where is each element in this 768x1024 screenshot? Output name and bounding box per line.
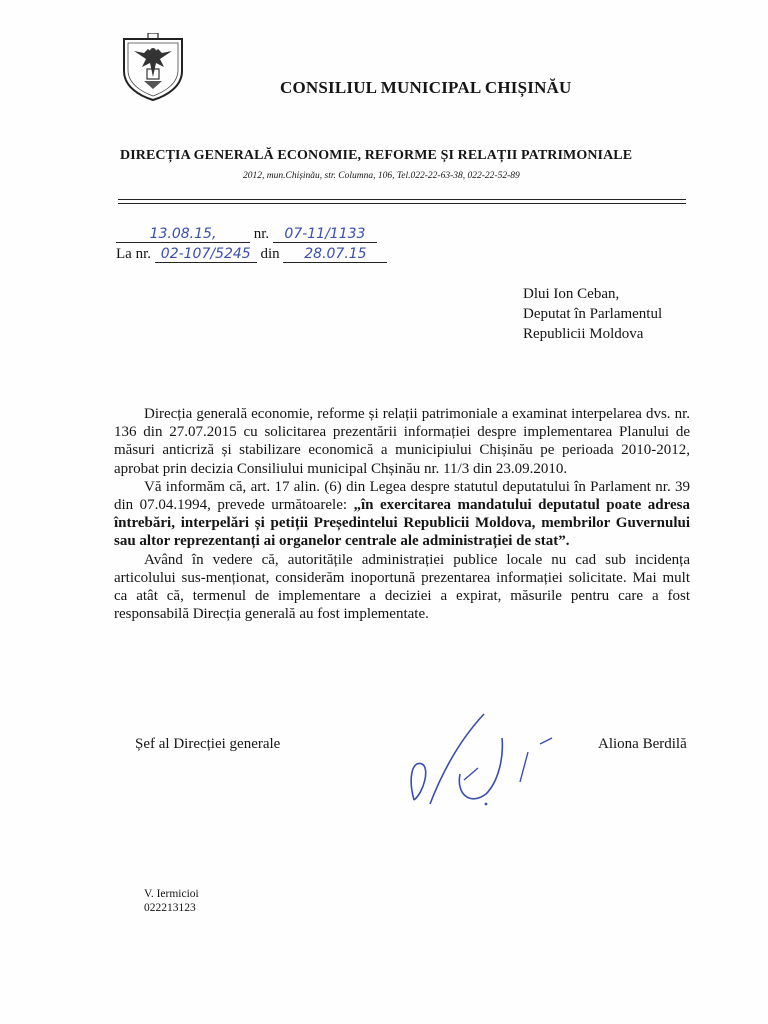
recipient-name: Dlui Ion Ceban, bbox=[523, 286, 620, 302]
signatory-title: Șef al Direcției generale bbox=[135, 736, 281, 752]
coat-of-arms-icon bbox=[120, 33, 186, 101]
header-divider bbox=[118, 199, 686, 200]
signatory-name: Aliona Berdilă bbox=[598, 736, 687, 752]
paragraph-2-text: Vă informăm că, art. 17 alin. (6) din Legea despre statutul deputatului în Parlament nr. 39 din 07.04.1994, prevede următoarele: bbox=[114, 478, 690, 514]
letter-body bbox=[114, 405, 690, 623]
recipient-position: Deputat în Parlamentul bbox=[523, 306, 663, 322]
header-divider bbox=[118, 203, 686, 204]
incoming-reference bbox=[116, 246, 387, 263]
executor-phone: 022213123 bbox=[144, 902, 196, 914]
paragraph-3: Având în vedere că, autoritățile administrației publice locale nu cad sub incidența articolului sus-menționat, considerăm inoportună prezentarea informației solicitate. Mai mult ca atât că, termenul de implementare a deciziei a expirat, măsurile pentru care a fost responsabilă Direcția generală au fost implementate. bbox=[114, 551, 690, 623]
incoming-number: 02-107/5245 bbox=[155, 246, 257, 263]
organization-title: CONSILIUL MUNICIPAL CHIȘINĂU bbox=[280, 78, 572, 97]
outgoing-date: 13.08.15, bbox=[116, 226, 250, 243]
outgoing-reference bbox=[116, 226, 377, 243]
handwritten-signature bbox=[400, 708, 570, 808]
executor-name: V. Iermicioi bbox=[144, 888, 199, 900]
recipient-institution: Republicii Moldova bbox=[523, 326, 644, 342]
la-nr-label: La nr. bbox=[116, 246, 151, 262]
paragraph-1: Direcția generală economie, reforme și relații patrimoniale a examinat interpelarea dvs. nr. 136 din 27.07.2015 cu solicitarea prezentării informației despre implementarea Planului de măsuri anticriză și stabilizare economică a municipiului Chișinău pe perioada 2010-2012, aprobat prin decizia Consiliului municipal Chșinău nr. 11/3 din 23.09.2010. bbox=[114, 406, 690, 477]
executor-info bbox=[144, 887, 199, 915]
department-address: 2012, mun.Chișinău, str. Columna, 106, Tel.022-22-63-38, 022-22-52-89 bbox=[243, 171, 520, 181]
law-quote: „în exercitarea mandatului deputatul poate adresa întrebări, interpelări și petiții Președintelui Republicii Moldova, membrilor Guvernului sau altor reprezentanți ai organelor centrale ale administrației de stat”. bbox=[114, 497, 690, 550]
incoming-date: 28.07.15 bbox=[283, 246, 387, 263]
din-label: din bbox=[260, 246, 280, 262]
outgoing-number: 07-11/1133 bbox=[273, 226, 377, 243]
paragraph-2 bbox=[114, 478, 690, 551]
department-title: DIRECȚIA GENERALĂ ECONOMIE, REFORME ȘI RELAȚII PATRIMONIALE bbox=[120, 148, 633, 163]
nr-label: nr. bbox=[253, 226, 270, 242]
